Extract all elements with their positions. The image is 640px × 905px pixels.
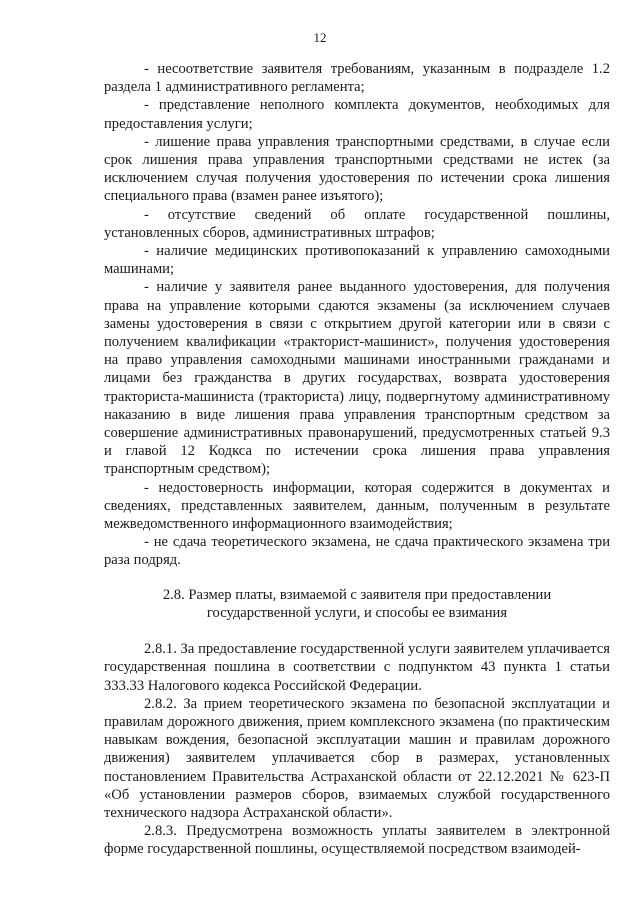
list-item-unreliable-information: - недостоверность информации, которая содержится в документах и сведениях, представленных заявителем, данным, полученным в результате межведомственного информационного взаимодействия; (104, 479, 610, 533)
section-heading: 2.8. Размер платы, взимаемой с заявителя при предоставлении государственной услуги, и способы ее взимания (162, 586, 552, 621)
list-item-medical-contraindications: - наличие медицинских противопоказаний к управлению самоходными машинами; (104, 243, 610, 278)
list-item-incomplete-documents: - представление неполного комплекта документов, необходимых для предоставления услуги; (104, 97, 610, 132)
list-item-license-deprivation: - лишение права управления транспортными средствами, в случае если срок лишения права управления транспортными средствами не истек (за исключением случая получения удостоверения по истечении срока лишения специального права (взамен ранее изъятого); (104, 133, 610, 205)
list-item-nonconformity: - несоответствие заявителя требованиям, указанным в подразделе 1.2 раздела 1 административного регламента; (104, 61, 610, 96)
section-paragraph-2-8-1: 2.8.1. За предоставление государственной услуги заявителем уплачивается государственная пошлина в соответствии с подпунктом 43 пункта 1 статьи 333.33 Налогового кодекса Российской Федерации. (104, 641, 610, 694)
list-item-failed-exams: - не сдача теоретического экзамена, не сдача практического экзамена три раза подряд. (104, 534, 610, 569)
list-item-no-payment-info: - отсутствие сведений об оплате государственной пошлины, установленных сборов, административных штрафов; (104, 206, 610, 241)
section-paragraph-2-8-2: 2.8.2. За прием теоретического экзамена по безопасной эксплуатации и правилам дорожного движения, прием комплексного экзамена (по практическим навыкам вождения, безопасной эксплуатации машин и правилам дорожного движения) заявителем уплачивается сбор в размерах, установленных постановлением Правительства Астраханской области от 22.12.2021 № 623-П «Об установлении размеров сборов, взимаемых службой государственного технического надзора Астраханской области». (104, 695, 610, 821)
page-number: 12 (313, 30, 327, 45)
list-item-existing-license: - наличие у заявителя ранее выданного удостоверения, для получения права на управление которыми сдаются экзамены (за исключением случаев замены удостоверения в связи с открытием другой категории или в связи с получением квалификации «тракторист-машинист», получения удостоверения на право управления самоходными машинами иностранными гражданами и лицами без гражданства в других государствах, возврата удостоверения тракториста-машиниста (тракториста) лицу, подвергнутому административному наказанию в виде лишения права управления транспортным средством за совершение административных правонарушений, предусмотренных статьей 9.3 и главой 12 Кодкса по истечении срока лишения права управления транспортным средством); (104, 279, 610, 478)
document-body (104, 60, 610, 859)
section-paragraph-2-8-3: 2.8.3. Предусмотрена возможность уплаты заявителем в электронной форме государственной пошлины, осуществляемой посредством взаимодей- (104, 823, 610, 858)
